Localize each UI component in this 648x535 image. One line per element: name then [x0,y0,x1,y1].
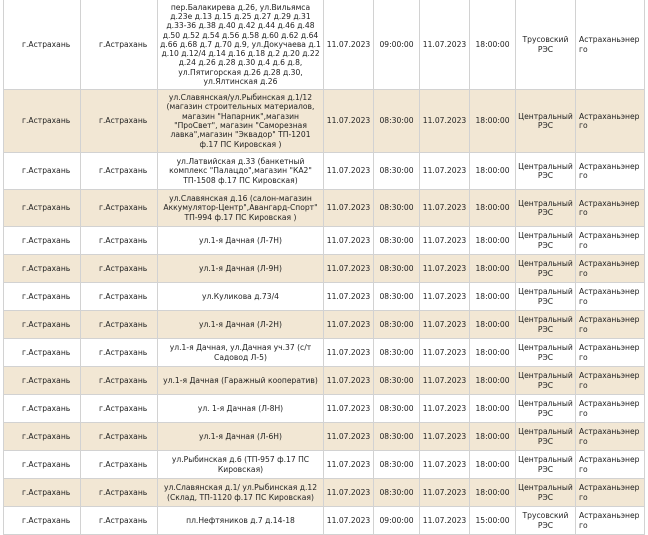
locality-cell: г.Астрахань [81,283,158,311]
table-row [4,255,645,283]
start-date-cell: 11.07.2023 [324,227,374,255]
region-cell: г.Астрахань [4,339,81,367]
end-date-cell: 11.07.2023 [420,0,470,90]
region-cell: г.Астрахань [4,367,81,395]
region-cell: г.Астрахань [4,507,81,535]
address-cell: ул.1-я Дачная, ул.Дачная уч.37 (с/т Садовод Л-5) [158,339,324,367]
region-cell: г.Астрахань [4,227,81,255]
locality-cell: г.Астрахань [81,153,158,190]
organization-cell: Астраханьэнерго [576,190,645,227]
address-cell: ул.1-я Дачная (Л-2Н) [158,311,324,339]
end-time-cell: 18:00:00 [470,423,516,451]
start-date-cell: 11.07.2023 [324,451,374,479]
start-time-cell: 08:30:00 [374,451,420,479]
start-date-cell: 11.07.2023 [324,283,374,311]
region-cell: г.Астрахань [4,395,81,423]
region-cell: г.Астрахань [4,255,81,283]
locality-cell: г.Астрахань [81,479,158,507]
organization-cell: Астраханьэнерго [576,227,645,255]
res-cell: Центральный РЭС [516,190,576,227]
end-date-cell: 11.07.2023 [420,283,470,311]
table-row [4,507,645,535]
end-time-cell: 18:00:00 [470,479,516,507]
address-cell: ул. 1-я Дачная (Л-8Н) [158,395,324,423]
res-cell: Трусовский РЭС [516,0,576,90]
end-date-cell: 11.07.2023 [420,153,470,190]
start-date-cell: 11.07.2023 [324,423,374,451]
locality-cell: г.Астрахань [81,451,158,479]
res-cell: Центральный РЭС [516,339,576,367]
res-cell: Центральный РЭС [516,255,576,283]
start-date-cell: 11.07.2023 [324,479,374,507]
locality-cell: г.Астрахань [81,507,158,535]
end-time-cell: 18:00:00 [470,227,516,255]
end-date-cell: 11.07.2023 [420,423,470,451]
table-row [4,283,645,311]
table-row [4,479,645,507]
start-time-cell: 08:30:00 [374,367,420,395]
address-cell: ул.Славянская д.1/ ул.Рыбинская д.12 (Склад, ТП-1120 ф.17 ПС Кировская) [158,479,324,507]
locality-cell: г.Астрахань [81,423,158,451]
organization-cell: Астраханьэнерго [576,367,645,395]
end-time-cell: 15:00:00 [470,507,516,535]
res-cell: Центральный РЭС [516,311,576,339]
start-date-cell: 11.07.2023 [324,255,374,283]
organization-cell: Астраханьэнерго [576,395,645,423]
start-time-cell: 08:30:00 [374,255,420,283]
start-time-cell: 08:30:00 [374,311,420,339]
organization-cell: Астраханьэнерго [576,479,645,507]
table-row [4,190,645,227]
res-cell: Трусовский РЭС [516,507,576,535]
start-time-cell: 08:30:00 [374,190,420,227]
end-time-cell: 18:00:00 [470,0,516,90]
end-time-cell: 18:00:00 [470,255,516,283]
address-cell: ул.Латвийская д.33 (банкетный комплекс "Палацдо",магазин "КА2" ТП-1508 ф.17 ПС Кировская) [158,153,324,190]
end-time-cell: 18:00:00 [470,153,516,190]
organization-cell: Астраханьэнерго [576,255,645,283]
start-time-cell: 08:30:00 [374,90,420,153]
address-cell: ул.1-я Дачная (Л-7Н) [158,227,324,255]
start-date-cell: 11.07.2023 [324,190,374,227]
end-date-cell: 11.07.2023 [420,190,470,227]
end-time-cell: 18:00:00 [470,367,516,395]
table-row [4,451,645,479]
region-cell: г.Астрахань [4,451,81,479]
end-date-cell: 11.07.2023 [420,227,470,255]
address-cell: ул.1-я Дачная (Гаражный кооператив) [158,367,324,395]
region-cell: г.Астрахань [4,190,81,227]
organization-cell: Астраханьэнерго [576,0,645,90]
start-date-cell: 11.07.2023 [324,311,374,339]
end-time-cell: 18:00:00 [470,90,516,153]
end-time-cell: 18:00:00 [470,451,516,479]
start-date-cell: 11.07.2023 [324,90,374,153]
locality-cell: г.Астрахань [81,339,158,367]
table-row [4,311,645,339]
res-cell: Центральный РЭС [516,90,576,153]
res-cell: Центральный РЭС [516,283,576,311]
region-cell: г.Астрахань [4,90,81,153]
table-row [4,423,645,451]
res-cell: Центральный РЭС [516,227,576,255]
table-row [4,0,645,90]
end-date-cell: 11.07.2023 [420,255,470,283]
start-time-cell: 08:30:00 [374,153,420,190]
table-row [4,339,645,367]
address-cell: ул.1-я Дачная (Л-9Н) [158,255,324,283]
organization-cell: Астраханьэнерго [576,311,645,339]
end-time-cell: 18:00:00 [470,283,516,311]
start-time-cell: 08:30:00 [374,423,420,451]
table-row [4,367,645,395]
start-time-cell: 08:30:00 [374,479,420,507]
res-cell: Центральный РЭС [516,395,576,423]
locality-cell: г.Астрахань [81,367,158,395]
locality-cell: г.Астрахань [81,311,158,339]
table-row [4,395,645,423]
end-date-cell: 11.07.2023 [420,339,470,367]
start-time-cell: 09:00:00 [374,0,420,90]
start-date-cell: 11.07.2023 [324,395,374,423]
table-row [4,227,645,255]
locality-cell: г.Астрахань [81,255,158,283]
start-time-cell: 08:30:00 [374,339,420,367]
res-cell: Центральный РЭС [516,367,576,395]
table-row [4,153,645,190]
start-date-cell: 11.07.2023 [324,153,374,190]
start-date-cell: 11.07.2023 [324,507,374,535]
region-cell: г.Астрахань [4,153,81,190]
start-date-cell: 11.07.2023 [324,0,374,90]
address-cell: ул.Куликова д.73/4 [158,283,324,311]
res-cell: Центральный РЭС [516,423,576,451]
start-date-cell: 11.07.2023 [324,339,374,367]
start-time-cell: 08:30:00 [374,283,420,311]
end-date-cell: 11.07.2023 [420,90,470,153]
end-date-cell: 11.07.2023 [420,451,470,479]
locality-cell: г.Астрахань [81,190,158,227]
res-cell: Центральный РЭС [516,451,576,479]
organization-cell: Астраханьэнерго [576,451,645,479]
table-row [4,90,645,153]
organization-cell: Астраханьэнерго [576,423,645,451]
end-time-cell: 18:00:00 [470,190,516,227]
organization-cell: Астраханьэнерго [576,153,645,190]
end-time-cell: 18:00:00 [470,395,516,423]
res-cell: Центральный РЭС [516,153,576,190]
address-cell: пер.Балакирева д.26, ул.Вильямса д.23е д.13 д.15 д.25 д.27 д.29 д.31 д.33-36 д.38 д.40 д.42 д.44 д.46 д.48 д.50 д.52 д.54 д.56 д.58 д.60 д.62 д.64 д.66 д.68 д.7 д.70 д.9, ул.Докучаева д.1 д.10 д.12/4 д.14 д.16 д.18 д.2 д.20 д.22 д.24 д.26 д.28 д.30 д.4 д.6 д.8, ул.Пятигорская д.26 д.28 д.30, ул.Ялтинская д.26 [158,0,324,90]
address-cell: пл.Нефтяников д.7 д.14-18 [158,507,324,535]
start-time-cell: 08:30:00 [374,395,420,423]
res-cell: Центральный РЭС [516,479,576,507]
end-date-cell: 11.07.2023 [420,507,470,535]
region-cell: г.Астрахань [4,311,81,339]
address-cell: ул.Славянская/ул.Рыбинская д.1/12 (магазин строительных материалов, магазин "Напарник",магазин "ПроСвет", магазин "Саморезная лавка",магазин "Эквадор" ТП-1201 ф.17 ПС Кировская ) [158,90,324,153]
organization-cell: Астраханьэнерго [576,283,645,311]
organization-cell: Астраханьэнерго [576,507,645,535]
address-cell: ул.1-я Дачная (Л-6Н) [158,423,324,451]
organization-cell: Астраханьэнерго [576,90,645,153]
start-date-cell: 11.07.2023 [324,367,374,395]
locality-cell: г.Астрахань [81,0,158,90]
end-date-cell: 11.07.2023 [420,479,470,507]
region-cell: г.Астрахань [4,0,81,90]
end-time-cell: 18:00:00 [470,339,516,367]
end-date-cell: 11.07.2023 [420,311,470,339]
outage-schedule-table [3,0,645,535]
region-cell: г.Астрахань [4,423,81,451]
organization-cell: Астраханьэнерго [576,339,645,367]
locality-cell: г.Астрахань [81,90,158,153]
end-date-cell: 11.07.2023 [420,395,470,423]
end-time-cell: 18:00:00 [470,311,516,339]
end-date-cell: 11.07.2023 [420,367,470,395]
region-cell: г.Астрахань [4,283,81,311]
start-time-cell: 08:30:00 [374,227,420,255]
address-cell: ул.Рыбинская д.6 (ТП-957 ф.17 ПС Кировская) [158,451,324,479]
locality-cell: г.Астрахань [81,395,158,423]
region-cell: г.Астрахань [4,479,81,507]
start-time-cell: 09:00:00 [374,507,420,535]
locality-cell: г.Астрахань [81,227,158,255]
address-cell: ул.Славянская д.16 (салон-магазин Аккумулятор-Центр",Авангард-Спорт" ТП-994 ф.17 ПС Кировская ) [158,190,324,227]
